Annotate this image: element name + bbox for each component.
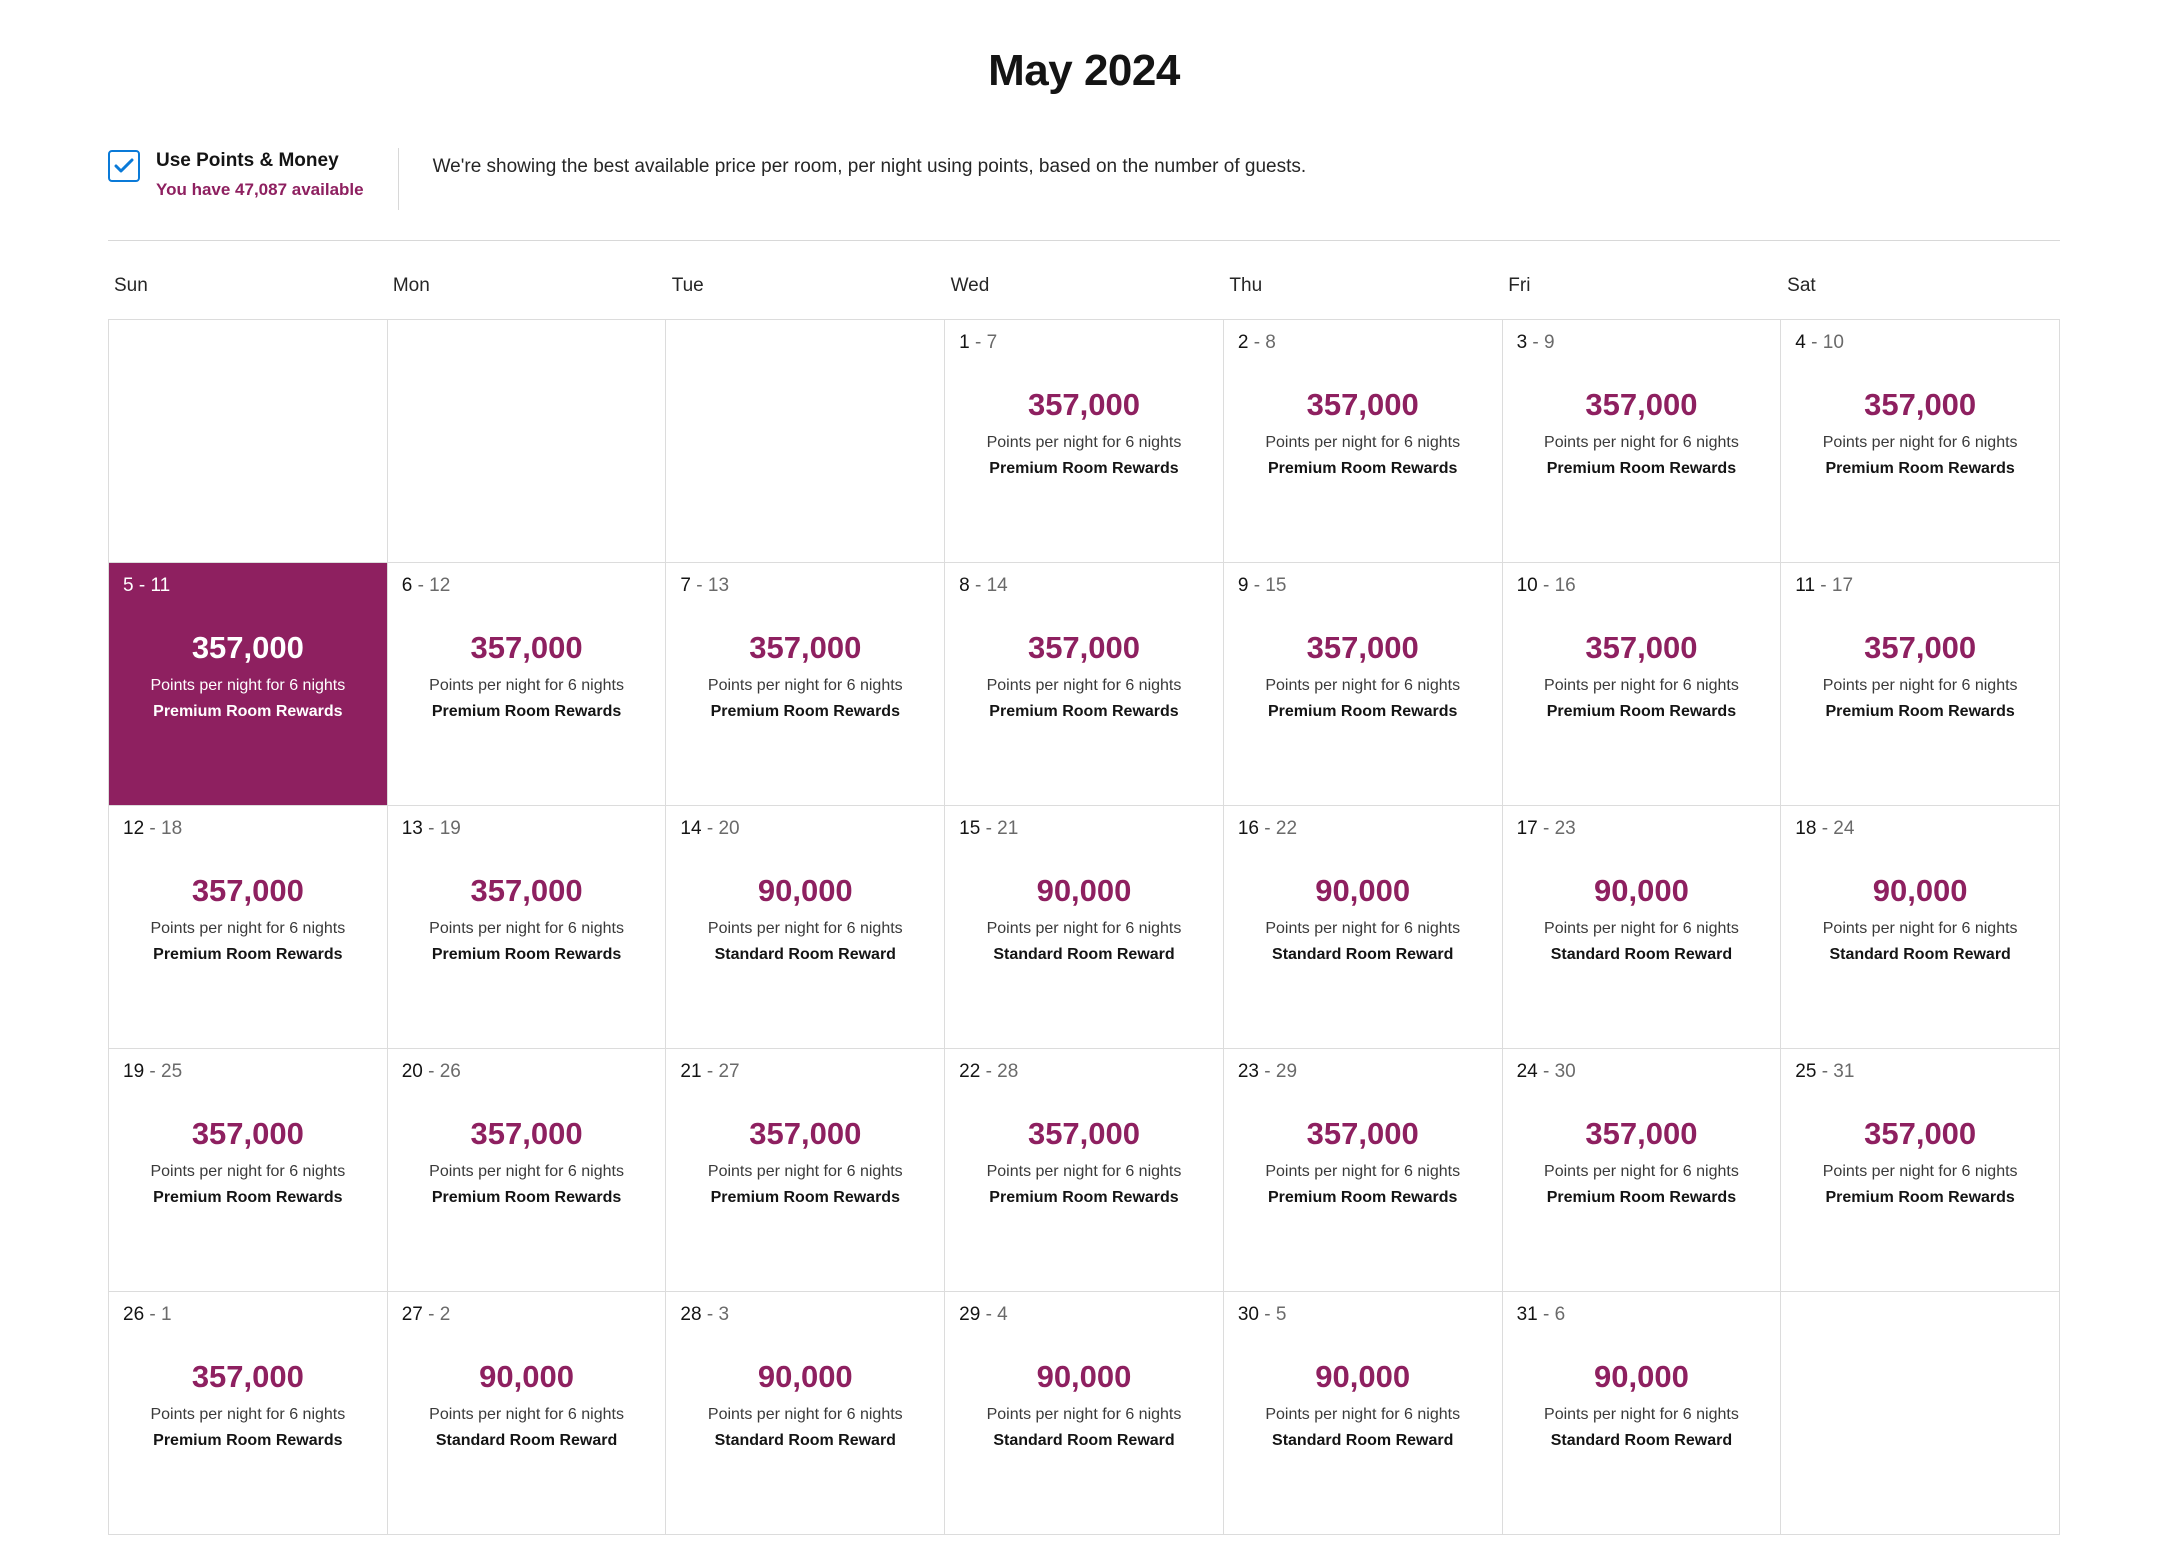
cell-room-type: Standard Room Reward bbox=[993, 1432, 1175, 1450]
cell-date-range-end: - 17 bbox=[1820, 575, 1854, 596]
cell-body bbox=[680, 631, 930, 721]
calendar-cell-day-2[interactable] bbox=[1224, 320, 1503, 563]
cell-points-sublabel: Points per night for 6 nights bbox=[429, 1163, 624, 1181]
cell-date-range: 13 - 19 bbox=[401, 818, 461, 839]
calendar-cell-day-29[interactable] bbox=[945, 1292, 1224, 1535]
cell-body bbox=[959, 1360, 1209, 1450]
cell-body bbox=[680, 874, 930, 964]
cell-date-range-end: - 4 bbox=[985, 1304, 1008, 1325]
cell-points-price: 90,000 bbox=[1872, 873, 1968, 908]
cell-points-price: 90,000 bbox=[1315, 873, 1411, 908]
cell-date-range: 15 - 21 bbox=[959, 818, 1019, 839]
calendar-weeks bbox=[108, 319, 2060, 1535]
dow-thu: Thu bbox=[1229, 275, 1263, 296]
cell-points-sublabel: Points per night for 6 nights bbox=[150, 920, 346, 938]
cell-points-price: 357,000 bbox=[1306, 1116, 1419, 1151]
cell-points-sublabel: Points per night for 6 nights bbox=[1265, 920, 1461, 938]
cell-points-price: 357,000 bbox=[1306, 630, 1419, 665]
use-points-and-money-toggle[interactable] bbox=[108, 148, 399, 210]
points-calendar-page bbox=[0, 28, 2168, 1535]
cell-points-price: 357,000 bbox=[191, 873, 304, 908]
cell-points-sublabel: Points per night for 6 nights bbox=[986, 1406, 1182, 1424]
cell-date-range-end: - 10 bbox=[1811, 332, 1844, 353]
options-divider bbox=[108, 240, 2060, 241]
cell-points-price: 357,000 bbox=[1864, 630, 1977, 665]
cell-points-sublabel: Points per night for 6 nights bbox=[1822, 434, 2018, 452]
cell-room-type: Premium Room Rewards bbox=[989, 703, 1179, 721]
cell-points-price: 357,000 bbox=[1585, 387, 1698, 422]
calendar-cell-day-22[interactable] bbox=[945, 1049, 1224, 1292]
cell-points-sublabel: Points per night for 6 nights bbox=[150, 1163, 346, 1181]
calendar-cell-day-16[interactable] bbox=[1224, 806, 1503, 1049]
calendar-cell-day-11[interactable] bbox=[1781, 563, 2060, 806]
cell-points-price: 357,000 bbox=[1585, 1116, 1698, 1151]
calendar-cell-day-4[interactable] bbox=[1781, 320, 2060, 563]
cell-body bbox=[1238, 1360, 1488, 1450]
day-of-week-header bbox=[108, 275, 2060, 319]
cell-date-range: 24 - 30 bbox=[1516, 1061, 1576, 1082]
calendar-week-row bbox=[109, 1049, 2060, 1292]
cell-date-range-end: - 30 bbox=[1542, 1061, 1576, 1082]
cell-points-sublabel: Points per night for 6 nights bbox=[986, 1163, 1182, 1181]
cell-points-price: 90,000 bbox=[1594, 1359, 1689, 1394]
calendar-cell-day-23[interactable] bbox=[1224, 1049, 1503, 1292]
cell-points-price: 90,000 bbox=[1036, 1359, 1132, 1394]
calendar-cell-day-12[interactable] bbox=[109, 806, 388, 1049]
options-bar bbox=[0, 148, 2168, 210]
calendar-week-row bbox=[109, 563, 2060, 806]
calendar-week-row bbox=[109, 806, 2060, 1049]
cell-date-range: 31 - 6 bbox=[1516, 1304, 1566, 1325]
cell-room-type: Premium Room Rewards bbox=[710, 1189, 900, 1207]
cell-points-price: 90,000 bbox=[757, 1359, 853, 1394]
calendar-cell-day-18[interactable] bbox=[1781, 806, 2060, 1049]
cell-date-range: 22 - 28 bbox=[959, 1061, 1019, 1082]
cell-room-type: Premium Room Rewards bbox=[153, 703, 343, 721]
toggle-title: Use Points & Money bbox=[156, 150, 339, 171]
cell-points-price: 357,000 bbox=[470, 630, 583, 665]
cell-date-range: 5 - 11 bbox=[123, 575, 171, 596]
cell-points-price: 357,000 bbox=[1864, 387, 1977, 422]
cell-room-type: Premium Room Rewards bbox=[710, 703, 900, 721]
calendar-cell-day-14[interactable] bbox=[666, 806, 945, 1049]
calendar-cell-day-20[interactable] bbox=[388, 1049, 667, 1292]
points-available-label: You have 47,087 available bbox=[156, 179, 364, 199]
cell-points-sublabel: Points per night for 6 nights bbox=[707, 1163, 903, 1181]
cell-points-sublabel: Points per night for 6 nights bbox=[707, 677, 903, 695]
cell-date-range: 14 - 20 bbox=[680, 818, 740, 839]
cell-points-price: 357,000 bbox=[1027, 387, 1141, 422]
cell-date-range-end: - 11 bbox=[138, 575, 171, 596]
cell-date-range: 21 - 27 bbox=[680, 1061, 740, 1082]
cell-points-price: 357,000 bbox=[1585, 630, 1698, 665]
cell-body bbox=[1795, 1117, 2045, 1207]
cell-room-type: Premium Room Rewards bbox=[1546, 460, 1737, 478]
cell-room-type: Premium Room Rewards bbox=[153, 946, 343, 964]
cell-room-type: Premium Room Rewards bbox=[989, 1189, 1179, 1207]
calendar-cell-day-24[interactable] bbox=[1503, 1049, 1782, 1292]
cell-date-range-end: - 2 bbox=[428, 1304, 451, 1325]
cell-date-range: 7 - 13 bbox=[680, 575, 730, 596]
calendar-cell-day-28[interactable] bbox=[666, 1292, 945, 1535]
cell-date-range-end: - 14 bbox=[975, 575, 1008, 596]
calendar-cell-day-19[interactable] bbox=[109, 1049, 388, 1292]
cell-date-range-end: - 8 bbox=[1253, 332, 1276, 353]
cell-body bbox=[1238, 388, 1488, 478]
cell-points-price: 90,000 bbox=[1594, 873, 1689, 908]
calendar-cell-empty bbox=[1781, 1292, 2060, 1535]
cell-room-type: Premium Room Rewards bbox=[989, 460, 1179, 478]
cell-room-type: Premium Room Rewards bbox=[1825, 460, 2015, 478]
cell-room-type: Standard Room Reward bbox=[1550, 1432, 1733, 1450]
cell-date-range-end: - 7 bbox=[975, 332, 998, 353]
cell-points-sublabel: Points per night for 6 nights bbox=[150, 677, 346, 695]
cell-room-type: Standard Room Reward bbox=[714, 1432, 896, 1450]
cell-body bbox=[959, 388, 1209, 478]
cell-points-price: 357,000 bbox=[191, 1116, 304, 1151]
cell-date-range-end: - 3 bbox=[706, 1304, 730, 1325]
cell-points-price: 357,000 bbox=[1027, 1116, 1141, 1151]
cell-date-range-end: - 16 bbox=[1542, 575, 1576, 596]
cell-date-range: 3 - 9 bbox=[1516, 332, 1555, 353]
cell-room-type: Premium Room Rewards bbox=[431, 703, 622, 721]
cell-date-range: 10 - 16 bbox=[1516, 575, 1576, 596]
calendar-cell-day-5[interactable] bbox=[109, 563, 388, 806]
cell-date-range-end: - 9 bbox=[1532, 332, 1555, 353]
dow-tue: Tue bbox=[671, 275, 704, 296]
dow-fri: Fri bbox=[1508, 275, 1531, 296]
cell-points-sublabel: Points per night for 6 nights bbox=[429, 677, 624, 695]
cell-points-price: 90,000 bbox=[1036, 873, 1132, 908]
cell-points-sublabel: Points per night for 6 nights bbox=[1544, 1163, 1739, 1181]
calendar-cell-day-21[interactable] bbox=[666, 1049, 945, 1292]
cell-points-sublabel: Points per night for 6 nights bbox=[1265, 1163, 1461, 1181]
cell-date-range-end: - 5 bbox=[1264, 1304, 1287, 1325]
cell-date-range-end: - 12 bbox=[417, 575, 451, 596]
cell-date-range: 20 - 26 bbox=[401, 1061, 461, 1082]
cell-date-range-end: - 24 bbox=[1821, 818, 1855, 839]
cell-date-range: 19 - 25 bbox=[123, 1061, 183, 1082]
cell-room-type: Standard Room Reward bbox=[714, 946, 896, 964]
cell-date-range: 28 - 3 bbox=[680, 1304, 730, 1325]
cell-date-range-end: - 31 bbox=[1821, 1061, 1855, 1082]
cell-date-range: 25 - 31 bbox=[1795, 1061, 1855, 1082]
cell-body bbox=[1517, 631, 1767, 721]
cell-room-type: Premium Room Rewards bbox=[1546, 1189, 1737, 1207]
dow-sun: Sun bbox=[114, 275, 148, 296]
cell-date-range: 30 - 5 bbox=[1237, 1304, 1287, 1325]
cell-points-sublabel: Points per night for 6 nights bbox=[1544, 434, 1739, 452]
cell-points-price: 357,000 bbox=[1306, 387, 1419, 422]
cell-room-type: Premium Room Rewards bbox=[1546, 703, 1737, 721]
options-description: We're showing the best available price per room, per night using points, based on the number of guests. bbox=[432, 156, 1307, 177]
cell-points-price: 90,000 bbox=[1315, 1359, 1411, 1394]
cell-date-range: 1 - 7 bbox=[959, 332, 998, 353]
calendar-cell-day-7[interactable] bbox=[666, 563, 945, 806]
calendar-cell-day-26[interactable] bbox=[109, 1292, 388, 1535]
cell-date-range: 9 - 15 bbox=[1237, 575, 1287, 596]
cell-points-price: 357,000 bbox=[749, 630, 862, 665]
cell-points-sublabel: Points per night for 6 nights bbox=[986, 677, 1182, 695]
cell-date-range: 6 - 12 bbox=[401, 575, 451, 596]
cell-date-range-end: - 20 bbox=[706, 818, 740, 839]
cell-body bbox=[402, 1360, 652, 1450]
cell-body bbox=[1238, 1117, 1488, 1207]
cell-body bbox=[123, 874, 373, 964]
cell-body bbox=[123, 631, 373, 721]
calendar-cell-day-13[interactable] bbox=[388, 806, 667, 1049]
calendar-cell-day-3[interactable] bbox=[1503, 320, 1782, 563]
cell-body bbox=[1795, 631, 2045, 721]
cell-date-range-end: - 19 bbox=[428, 818, 461, 839]
cell-date-range: 12 - 18 bbox=[123, 818, 183, 839]
cell-points-sublabel: Points per night for 6 nights bbox=[1265, 677, 1461, 695]
dow-sat: Sat bbox=[1787, 275, 1816, 296]
cell-room-type: Standard Room Reward bbox=[1829, 946, 2011, 964]
cell-date-range: 26 - 1 bbox=[123, 1304, 172, 1325]
cell-room-type: Standard Room Reward bbox=[1272, 946, 1454, 964]
cell-body bbox=[402, 874, 652, 964]
cell-date-range-end: - 28 bbox=[985, 1061, 1019, 1082]
check-icon bbox=[114, 158, 134, 174]
cell-date-range: 18 - 24 bbox=[1795, 818, 1855, 839]
cell-date-range: 4 - 10 bbox=[1795, 332, 1844, 353]
cell-date-range-end: - 22 bbox=[1264, 818, 1298, 839]
cell-date-range-end: - 6 bbox=[1542, 1304, 1566, 1325]
cell-body bbox=[1517, 388, 1767, 478]
cell-points-price: 90,000 bbox=[479, 1359, 574, 1394]
cell-points-price: 357,000 bbox=[470, 1116, 583, 1151]
calendar-week-row bbox=[109, 320, 2060, 563]
calendar-cell-day-30[interactable] bbox=[1224, 1292, 1503, 1535]
cell-body bbox=[123, 1117, 373, 1207]
calendar-cell-day-27[interactable] bbox=[388, 1292, 667, 1535]
cell-date-range: 16 - 22 bbox=[1237, 818, 1298, 839]
cell-room-type: Standard Room Reward bbox=[1550, 946, 1733, 964]
cell-body bbox=[1238, 874, 1488, 964]
calendar-cell-day-9[interactable] bbox=[1224, 563, 1503, 806]
cell-points-sublabel: Points per night for 6 nights bbox=[1544, 920, 1739, 938]
cell-points-sublabel: Points per night for 6 nights bbox=[707, 920, 903, 938]
calendar-cell-day-10[interactable] bbox=[1503, 563, 1782, 806]
cell-room-type: Premium Room Rewards bbox=[431, 946, 622, 964]
cell-date-range-end: - 26 bbox=[428, 1061, 461, 1082]
cell-room-type: Premium Room Rewards bbox=[1825, 703, 2015, 721]
cell-body bbox=[1238, 631, 1488, 721]
page-title: May 2024 bbox=[988, 46, 1180, 95]
cell-date-range-end: - 29 bbox=[1264, 1061, 1298, 1082]
calendar-cell-day-31[interactable] bbox=[1503, 1292, 1782, 1535]
cell-room-type: Standard Room Reward bbox=[993, 946, 1175, 964]
cell-points-sublabel: Points per night for 6 nights bbox=[1544, 1406, 1739, 1424]
cell-points-sublabel: Points per night for 6 nights bbox=[150, 1406, 346, 1424]
cell-body bbox=[402, 631, 652, 721]
dow-wed: Wed bbox=[950, 275, 990, 296]
calendar-cell-day-6[interactable] bbox=[388, 563, 667, 806]
cell-points-price: 357,000 bbox=[749, 1116, 862, 1151]
cell-body bbox=[1795, 388, 2045, 478]
calendar-cell-day-1[interactable] bbox=[945, 320, 1224, 563]
cell-room-type: Premium Room Rewards bbox=[1268, 460, 1458, 478]
cell-date-range-end: - 23 bbox=[1542, 818, 1576, 839]
cell-date-range: 23 - 29 bbox=[1237, 1061, 1298, 1082]
cell-date-range-end: - 21 bbox=[985, 818, 1019, 839]
cell-points-sublabel: Points per night for 6 nights bbox=[986, 434, 1182, 452]
cell-date-range-end: - 25 bbox=[149, 1061, 183, 1082]
cell-room-type: Premium Room Rewards bbox=[1825, 1189, 2015, 1207]
calendar-cell-empty bbox=[666, 320, 945, 563]
cell-points-sublabel: Points per night for 6 nights bbox=[429, 1406, 624, 1424]
cell-body bbox=[402, 1117, 652, 1207]
cell-room-type: Premium Room Rewards bbox=[1268, 703, 1458, 721]
cell-points-price: 357,000 bbox=[191, 1359, 304, 1394]
cell-points-price: 357,000 bbox=[1027, 630, 1141, 665]
cell-body bbox=[1795, 874, 2045, 964]
calendar bbox=[108, 275, 2060, 1535]
calendar-cell-day-15[interactable] bbox=[945, 806, 1224, 1049]
cell-points-sublabel: Points per night for 6 nights bbox=[1265, 1406, 1461, 1424]
cell-points-sublabel: Points per night for 6 nights bbox=[1544, 677, 1739, 695]
calendar-cell-day-8[interactable] bbox=[945, 563, 1224, 806]
cell-points-sublabel: Points per night for 6 nights bbox=[429, 920, 624, 938]
cell-date-range: 8 - 14 bbox=[959, 575, 1008, 596]
cell-body bbox=[959, 874, 1209, 964]
use-points-checkbox[interactable] bbox=[108, 150, 140, 182]
cell-date-range-end: - 13 bbox=[696, 575, 730, 596]
cell-points-sublabel: Points per night for 6 nights bbox=[1822, 920, 2018, 938]
cell-points-sublabel: Points per night for 6 nights bbox=[986, 920, 1182, 938]
cell-date-range: 29 - 4 bbox=[959, 1304, 1008, 1325]
cell-date-range-end: - 1 bbox=[149, 1304, 172, 1325]
cell-date-range: 11 - 17 bbox=[1795, 575, 1854, 596]
cell-points-price: 90,000 bbox=[757, 873, 853, 908]
cell-points-sublabel: Points per night for 6 nights bbox=[707, 1406, 903, 1424]
cell-points-sublabel: Points per night for 6 nights bbox=[1265, 434, 1461, 452]
cell-body bbox=[959, 631, 1209, 721]
calendar-week-row bbox=[109, 1292, 2060, 1535]
toggle-text bbox=[156, 148, 364, 202]
cell-room-type: Premium Room Rewards bbox=[153, 1189, 343, 1207]
cell-date-range-end: - 15 bbox=[1253, 575, 1287, 596]
cell-body bbox=[959, 1117, 1209, 1207]
cell-points-sublabel: Points per night for 6 nights bbox=[1822, 1163, 2018, 1181]
calendar-cell-empty bbox=[388, 320, 667, 563]
cell-room-type: Premium Room Rewards bbox=[153, 1432, 343, 1450]
calendar-cell-empty bbox=[109, 320, 388, 563]
cell-body bbox=[1517, 1360, 1767, 1450]
calendar-cell-day-17[interactable] bbox=[1503, 806, 1782, 1049]
cell-points-price: 357,000 bbox=[470, 873, 583, 908]
cell-room-type: Standard Room Reward bbox=[435, 1432, 618, 1450]
cell-points-price: 357,000 bbox=[1864, 1116, 1977, 1151]
cell-points-price: 357,000 bbox=[191, 630, 304, 665]
cell-body bbox=[1517, 1117, 1767, 1207]
cell-date-range: 2 - 8 bbox=[1237, 332, 1276, 353]
cell-date-range: 17 - 23 bbox=[1516, 818, 1576, 839]
calendar-cell-day-25[interactable] bbox=[1781, 1049, 2060, 1292]
cell-body bbox=[680, 1360, 930, 1450]
cell-body bbox=[1517, 874, 1767, 964]
cell-points-sublabel: Points per night for 6 nights bbox=[1822, 677, 2018, 695]
cell-room-type: Standard Room Reward bbox=[1272, 1432, 1454, 1450]
dow-mon: Mon bbox=[392, 275, 430, 296]
cell-room-type: Premium Room Rewards bbox=[1268, 1189, 1458, 1207]
cell-date-range-end: - 18 bbox=[149, 818, 183, 839]
cell-date-range: 27 - 2 bbox=[401, 1304, 451, 1325]
cell-room-type: Premium Room Rewards bbox=[431, 1189, 622, 1207]
cell-body bbox=[680, 1117, 930, 1207]
cell-body bbox=[123, 1360, 373, 1450]
cell-date-range-end: - 27 bbox=[706, 1061, 740, 1082]
